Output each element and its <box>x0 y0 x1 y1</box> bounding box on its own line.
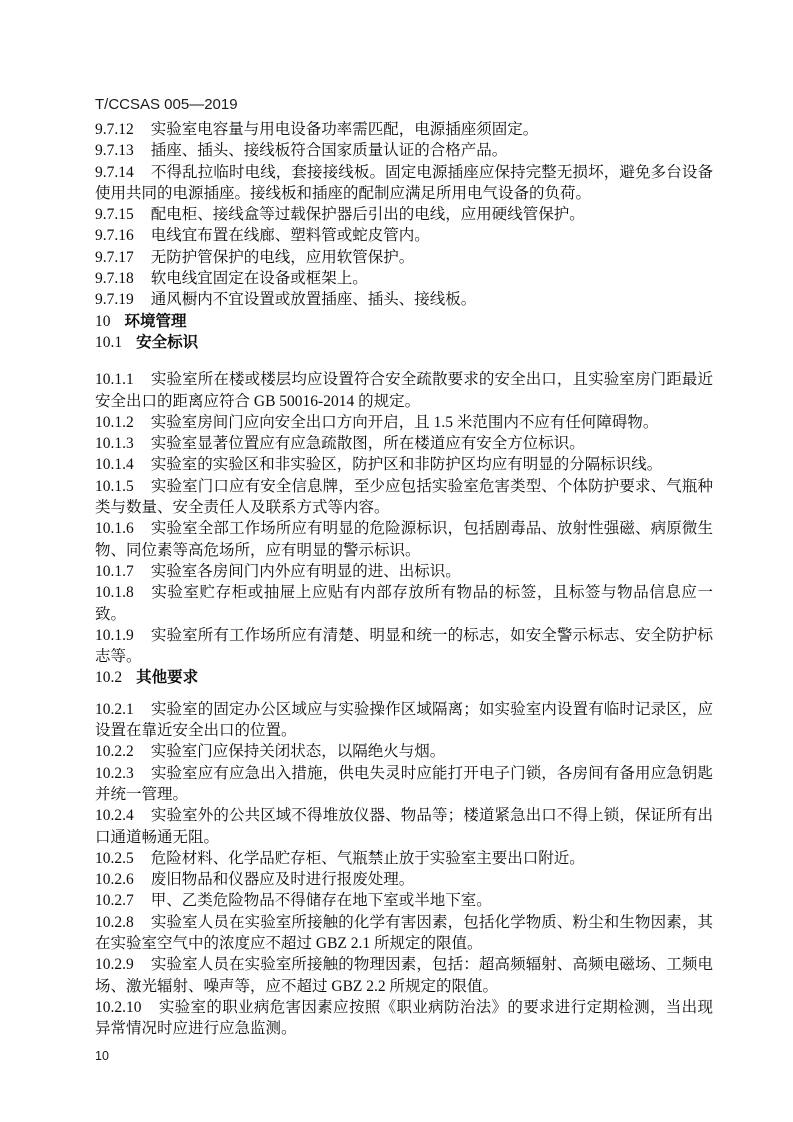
clause-text: 实验室人员在实验室所接触的化学有害因素，包括化学物质、粉尘和生物因素，其在实验室空气中的浓度应不超过 GBZ 2.1 所规定的限值。 <box>95 913 713 952</box>
clause-9-7-12 <box>95 119 713 140</box>
clause-number: 9.7.15 <box>95 206 134 224</box>
clause-9-7-18 <box>95 268 713 289</box>
clause-10-2-7 <box>95 890 713 911</box>
clause-10-2-8 <box>95 912 713 955</box>
clause-text: 实验室各房间门内外应有明显的进、出标识。 <box>150 562 461 580</box>
clause-10-1-2 <box>95 412 713 433</box>
clause-text: 实验室房间门应向安全出口方向开启，且 1.5 米范围内不应有任何障碍物。 <box>150 413 659 431</box>
clause-10-1-1 <box>95 369 713 412</box>
clause-text: 配电柜、接线盒等过载保护器后引出的电线，应用硬线管保护。 <box>150 206 585 224</box>
clause-10-1-9 <box>95 625 713 668</box>
clause-text: 电线宜布置在线廊、塑料管或蛇皮管内。 <box>150 227 430 245</box>
clause-text: 实验室的职业病危害因素应按照《职业病防治法》的要求进行定期检测，当出现异常情况时应进行应急监测。 <box>95 998 713 1038</box>
heading-title: 安全标识 <box>136 333 199 351</box>
clause-10-2-5 <box>95 848 713 869</box>
clause-text: 实验室门口应有安全信息牌，至少应包括实验室危害类型、个体防护要求、气瓶种类与数量、安全责任人及联系方式等内容。 <box>95 477 713 517</box>
clause-10-2-10 <box>95 997 713 1040</box>
clause-number: 10.1.7 <box>95 562 134 580</box>
clause-number: 9.7.14 <box>95 163 134 181</box>
clause-number: 10.1.6 <box>95 520 134 538</box>
clause-text: 实验室显著位置应有应急疏散图，所在楼道应有安全方位标识。 <box>150 435 585 453</box>
heading-title: 其他要求 <box>136 669 199 687</box>
clause-10-1-7 <box>95 561 713 582</box>
clause-number: 10.2.9 <box>95 956 134 974</box>
clause-text: 危险材料、化学品贮存柜、气瓶禁止放于实验室主要出口附近。 <box>150 849 585 867</box>
clause-text: 实验室外的公共区域不得堆放仪器、物品等；楼道紧急出口不得上锁，保证所有出口通道畅通无阻。 <box>95 807 713 846</box>
clause-10-1-3 <box>95 433 713 454</box>
clause-text: 实验室所有工作场所应有清楚、明显和统一的标志，如安全警示标志、安全防护标志等。 <box>95 626 713 666</box>
clause-text: 甲、乙类危险物品不得储存在地下室或半地下室。 <box>150 892 492 910</box>
clause-number: 10.2.7 <box>95 892 134 910</box>
clause-9-7-19 <box>95 289 713 310</box>
clause-9-7-13 <box>95 140 713 161</box>
clause-text: 插座、插头、接线板符合国家质量认证的合格产品。 <box>150 142 508 160</box>
clause-text: 废旧物品和仪器应及时进行报废处理。 <box>150 871 415 889</box>
clause-number: 10.1.2 <box>95 413 134 431</box>
running-header: T/CCSAS 005—2019 <box>95 96 238 113</box>
clause-number: 9.7.13 <box>95 142 134 160</box>
clause-10-2-6 <box>95 869 713 890</box>
clause-text: 实验室人员在实验室所接触的物理因素，包括：超高频辐射、高频电磁场、工频电场、激光辐射、噪声等，应不超过 GBZ 2.2 所规定的限值。 <box>95 956 713 995</box>
clause-10-1-8 <box>95 582 713 625</box>
clause-number: 10.1.5 <box>95 477 134 495</box>
clause-10-1-4 <box>95 454 713 475</box>
clause-text: 软电线宜固定在设备或框架上。 <box>150 270 368 288</box>
clause-number: 10.2.6 <box>95 871 134 889</box>
clause-text: 不得乱拉临时电线，套接接线板。固定电源插座应保持完整无损坏，避免多台设备使用共同的电源插座。接线板和插座的配制应满足所用电气设备的负荷。 <box>95 163 713 202</box>
clause-number: 10.2.3 <box>95 764 134 782</box>
clause-number: 10.2.5 <box>95 849 134 867</box>
clause-number: 10.2.1 <box>95 700 134 718</box>
clause-number: 10.1.4 <box>95 456 134 474</box>
clause-text: 实验室电容量与用电设备功率需匹配，电源插座须固定。 <box>150 121 539 138</box>
clause-text: 实验室门应保持关闭状态，以隔绝火与烟。 <box>150 743 446 761</box>
clause-number: 9.7.17 <box>95 248 134 266</box>
section-heading-10-2 <box>95 667 713 688</box>
heading-number: 10 <box>95 312 111 330</box>
clause-text: 通风橱内不宜设置或放置插座、插头、接线板。 <box>150 291 477 309</box>
clause-10-2-4 <box>95 805 713 848</box>
heading-number: 10.1 <box>95 333 123 351</box>
clause-10-1-5 <box>95 476 713 519</box>
document-body <box>95 119 713 1039</box>
clause-group-10-1 <box>95 369 713 667</box>
clause-text: 无防护管保护的电线，应用软管保护。 <box>150 248 415 266</box>
clause-number: 10.2.8 <box>95 913 134 931</box>
clause-number: 10.1.1 <box>95 371 134 389</box>
clause-number: 10.2.2 <box>95 743 134 761</box>
clause-text: 实验室所在楼或楼层均应设置符合安全疏散要求的安全出口，且实验室房门距最近安全出口的距离应符合 GB 50016-2014 的规定。 <box>95 371 713 410</box>
page-number: 10 <box>95 1049 109 1063</box>
clause-number: 10.2.10 <box>95 998 142 1016</box>
heading-number: 10.2 <box>95 669 123 687</box>
clause-10-1-6 <box>95 518 713 561</box>
clause-text: 实验室贮存柜或抽屉上应贴有内部存放所有物品的标签，且标签与物品信息应一致。 <box>95 584 713 623</box>
clause-9-7-15 <box>95 204 713 225</box>
section-heading-10-1 <box>95 332 713 353</box>
heading-title: 环境管理 <box>124 312 187 330</box>
clause-number: 9.7.12 <box>95 121 134 138</box>
clause-number: 10.1.3 <box>95 435 134 453</box>
clause-10-2-2 <box>95 741 713 762</box>
section-heading-10 <box>95 311 713 332</box>
clause-9-7-14 <box>95 162 713 205</box>
clause-number: 10.1.9 <box>95 626 134 644</box>
clause-10-2-9 <box>95 954 713 997</box>
clause-9-7-17 <box>95 247 713 268</box>
clause-group-10-2 <box>95 699 713 1040</box>
clause-10-2-3 <box>95 763 713 806</box>
clause-9-7-16 <box>95 225 713 246</box>
clause-number: 9.7.18 <box>95 270 134 288</box>
clause-number: 10.1.8 <box>95 584 134 602</box>
clause-number: 9.7.16 <box>95 227 134 245</box>
clause-text: 实验室应有应急出入措施，供电失灵时应能打开电子门锁，各房间有备用应急钥匙并统一管理。 <box>95 764 713 803</box>
clause-number: 9.7.19 <box>95 291 134 309</box>
clause-10-2-1 <box>95 699 713 742</box>
clause-text: 实验室的固定办公区域应与实验操作区域隔离；如实验室内设置有临时记录区，应设置在靠近安全出口的位置。 <box>95 700 713 740</box>
clause-text: 实验室全部工作场所应有明显的危险源标识，包括剧毒品、放射性强磁、病原微生物、同位素等高危场所，应有明显的警示标识。 <box>95 520 713 559</box>
clause-number: 10.2.4 <box>95 807 134 825</box>
clause-text: 实验室的实验区和非实验区，防护区和非防护区均应有明显的分隔标识线。 <box>150 456 663 474</box>
